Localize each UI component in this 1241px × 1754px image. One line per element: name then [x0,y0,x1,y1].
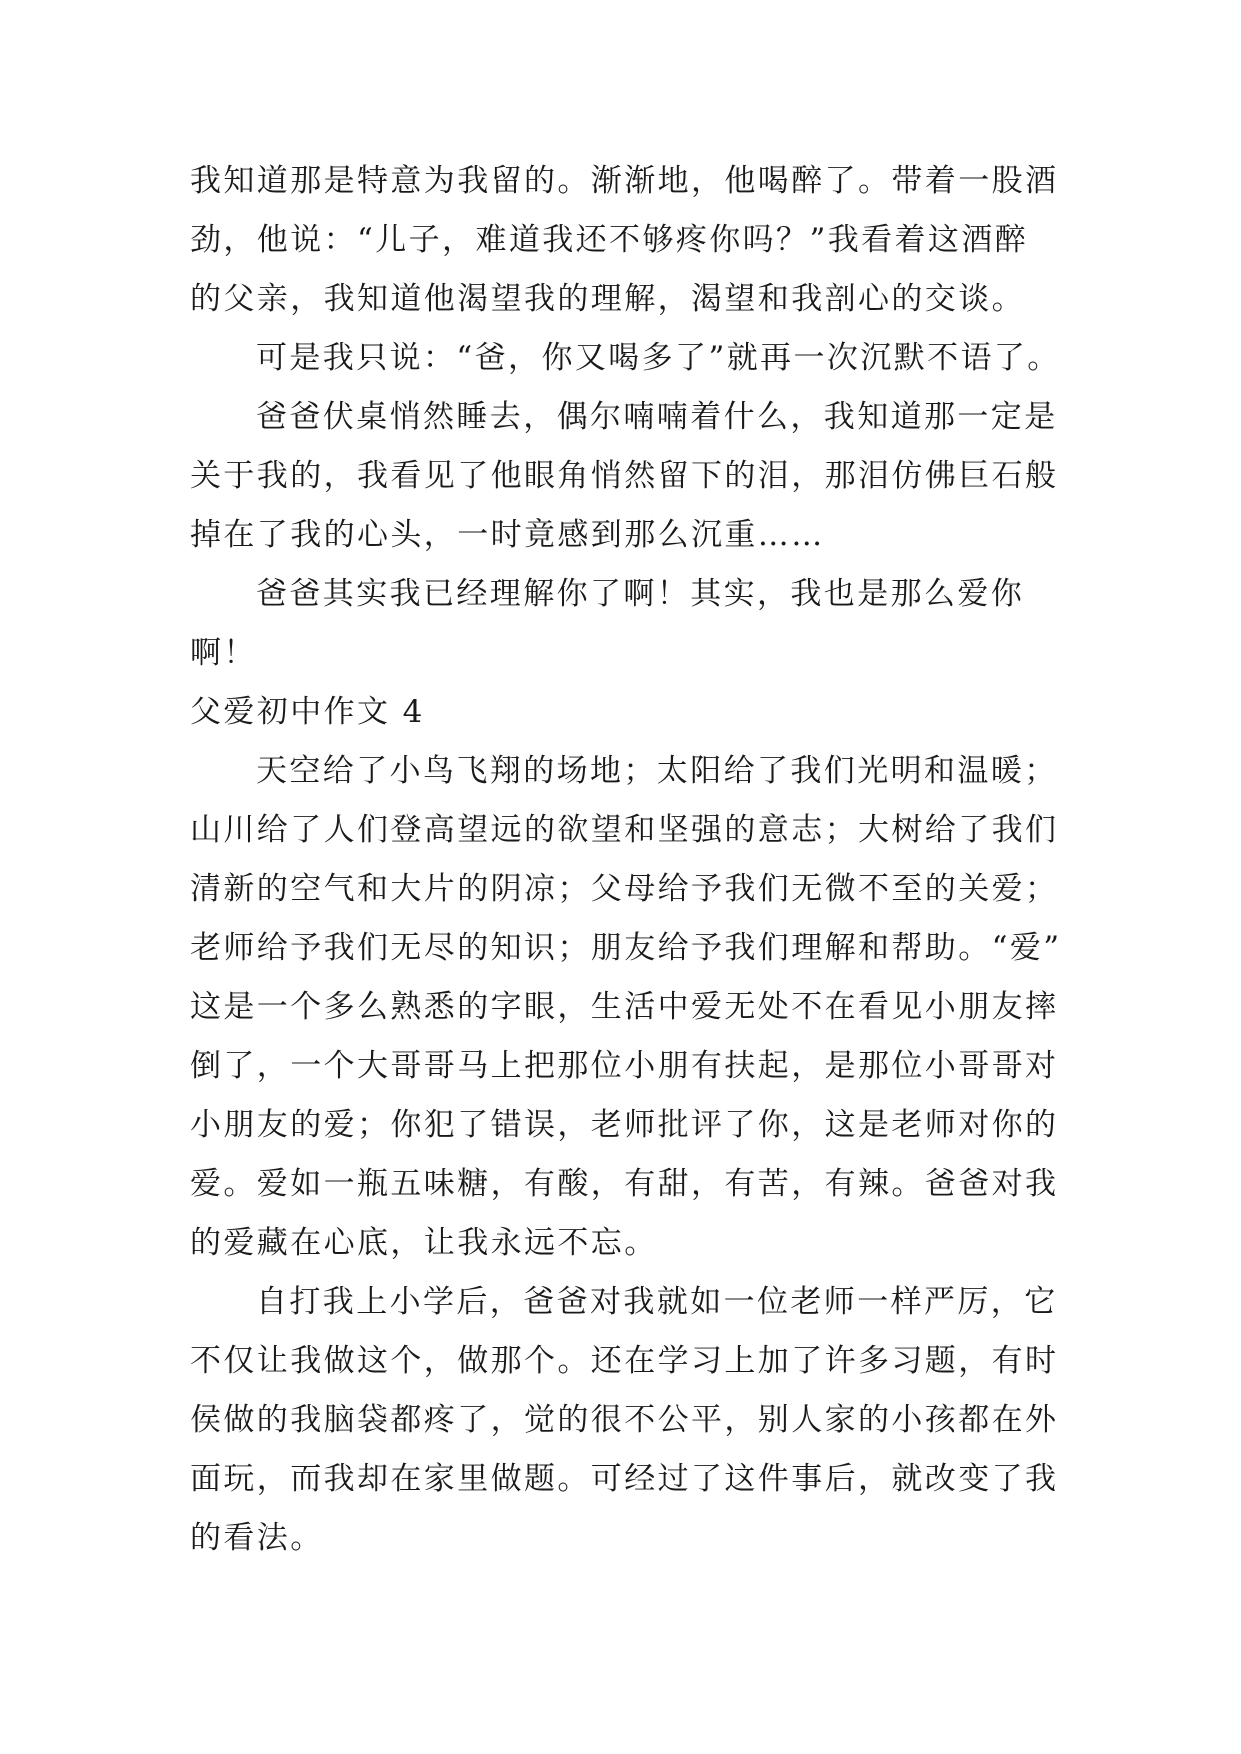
text-line: 倒了，一个大哥哥马上把那位小朋有扶起，是那位小哥哥对 [190,1048,1059,1084]
text-line: 可是我只说：“爸，你又喝多了”就再一次沉默不语了。 [256,340,1061,376]
text-line: 天空给了小鸟飞翔的场地；太阳给了我们光明和温暖； [256,753,1058,789]
text-line: 爸爸其实我已经理解你了啊！其实，我也是那么爱你 [256,576,1025,612]
document-page [190,152,1062,1568]
text-line: 啊！ [190,635,257,671]
text-line: 的父亲，我知道他渴望我的理解，渴望和我剖心的交谈。 [190,281,1025,317]
section-heading: 父爱初中作文 4 [190,694,425,730]
text-line: 不仅让我做这个，做那个。还在学习上加了许多习题，有时 [190,1343,1059,1379]
text-line: 爸爸伏桌悄然睡去，偶尔喃喃着什么，我知道那一定是 [256,399,1058,435]
text-line: 关于我的，我看见了他眼角悄然留下的泪，那泪仿佛巨石般 [190,458,1059,494]
text-line: 老师给予我们无尽的知识；朋友给予我们理解和帮助。“爱” [190,930,1062,966]
text-line: 这是一个多么熟悉的字眼，生活中爱无处不在看见小朋友摔 [190,989,1059,1025]
text-line: 的看法。 [190,1520,324,1556]
text-line: 的爱藏在心底，让我永远不忘。 [190,1225,658,1261]
text-line: 小朋友的爱；你犯了错误，老师批评了你，这是老师对你的 [190,1107,1059,1143]
text-line: 掉在了我的心头，一时竟感到那么沉重…… [190,517,825,553]
text-line: 我知道那是特意为我留的。渐渐地，他喝醉了。带着一股酒 [190,163,1059,199]
text-line: 侯做的我脑袋都疼了，觉的很不公平，别人家的小孩都在外 [190,1402,1059,1438]
text-line: 劲，他说：“儿子，难道我还不够疼你吗？”我看着这酒醉 [190,222,1029,258]
text-line: 山川给了人们登高望远的欲望和坚强的意志；大树给了我们 [190,812,1059,848]
text-line: 清新的空气和大片的阴凉；父母给予我们无微不至的关爱； [190,871,1059,907]
text-line: 爱。爱如一瓶五味糖，有酸，有甜，有苦，有辣。爸爸对我 [190,1166,1059,1202]
text-line: 自打我上小学后，爸爸对我就如一位老师一样严厉，它 [256,1284,1058,1320]
text-line: 面玩，而我却在家里做题。可经过了这件事后，就改变了我 [190,1461,1059,1497]
